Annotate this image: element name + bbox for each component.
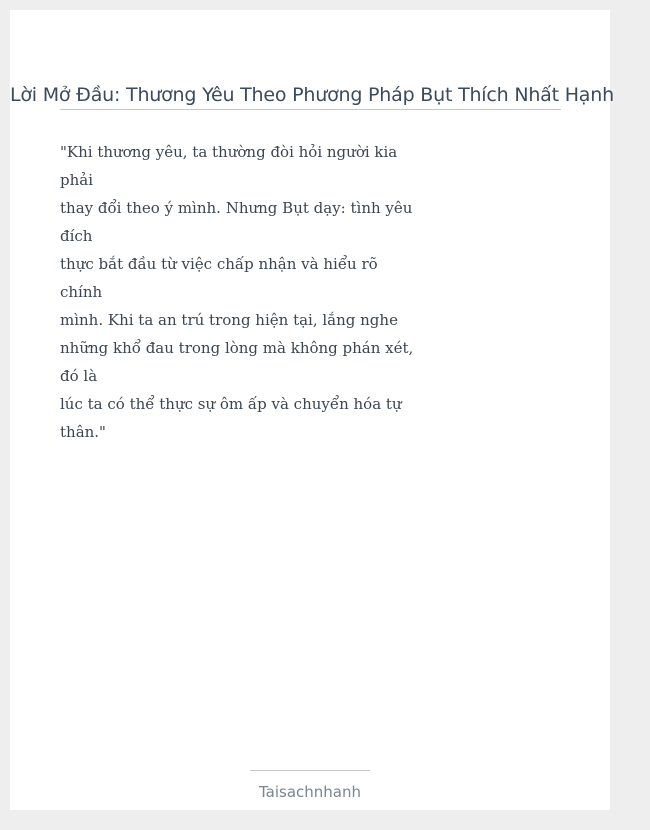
quote-line: thân." bbox=[60, 423, 106, 441]
quote-line: đó là bbox=[60, 367, 98, 385]
footer-divider bbox=[250, 770, 370, 771]
quote-block bbox=[60, 138, 414, 446]
quote-line: đích bbox=[60, 227, 93, 245]
quote-line: chính bbox=[60, 283, 103, 301]
quote-line: lúc ta có thể thực sự ôm ấp và chuyển hóa tự bbox=[60, 395, 402, 413]
quote-line: phải bbox=[60, 171, 94, 189]
quote-line: thực bắt đầu từ việc chấp nhận và hiểu rõ bbox=[60, 255, 378, 273]
page-title: Lời Mở Đầu: Thương Yêu Theo Phương Pháp Bụt Thích Nhất Hạnh bbox=[10, 84, 614, 106]
title-divider bbox=[60, 109, 561, 110]
quote-line: thay đổi theo ý mình. Nhưng Bụt dạy: tình yêu bbox=[60, 199, 413, 217]
quote-line: mình. Khi ta an trú trong hiện tại, lắng nghe bbox=[60, 311, 398, 329]
quote-line: "Khi thương yêu, ta thường đòi hỏi người kia bbox=[60, 143, 398, 161]
footer-site-name: Taisachnhanh bbox=[258, 783, 362, 801]
document-page bbox=[10, 10, 614, 810]
quote-line: những khổ đau trong lòng mà không phán xét, bbox=[60, 339, 414, 357]
